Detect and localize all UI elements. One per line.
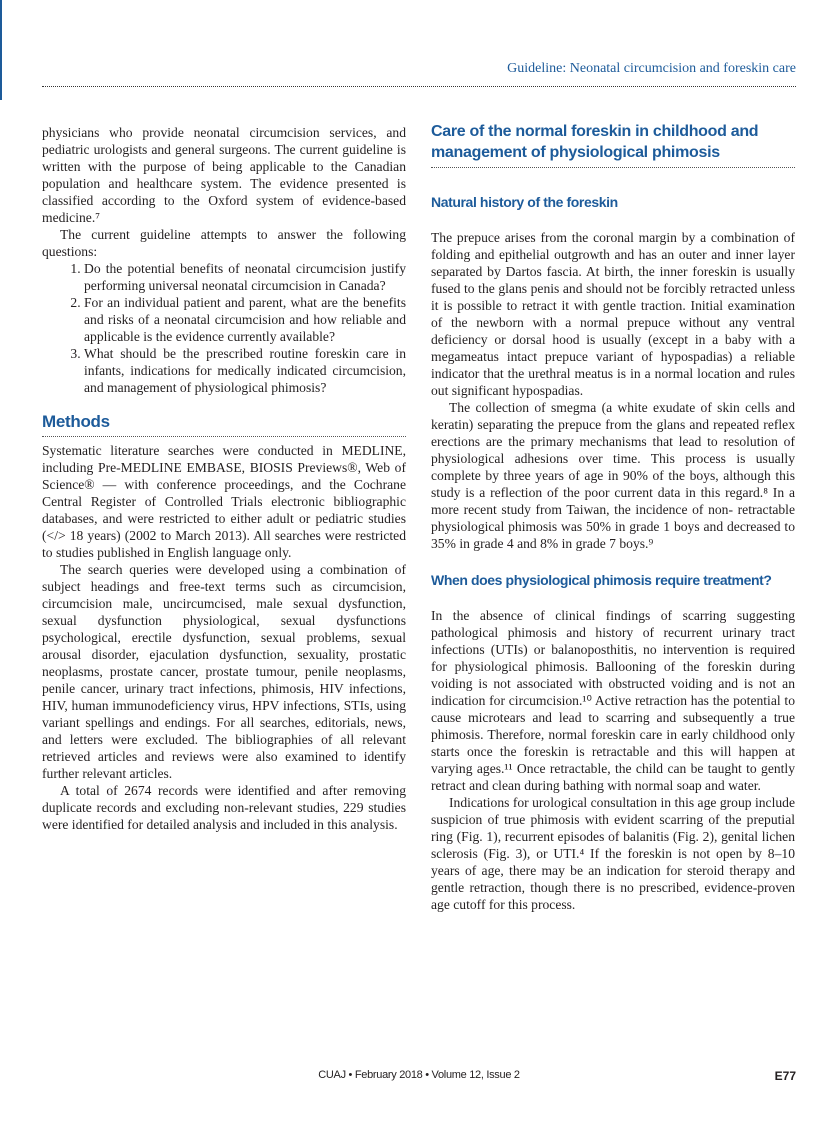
list-item: 1. Do the potential benefits of neonatal circumcision justify performing universal neonatal circumcision in Canada? [84,260,406,294]
methods-paragraph: The search queries were developed using a combination of subject headings and free-text terms such as circumcision, circumcision male, uncircumcised, male sexual dysfunction, sexual dysfunction physiological, sexual dysfunctions psychological, erectile dysfunction, sexual problems, sexual arousal disorder, ejaculation dysfunction, sexuality, prostatic neoplasms, prostate cancer, prostate tumour, penile neoplasms, penile cancer, urinary tract infections, phimosis, HIV infections, HIV, human immunodeficiency virus, HPV infections, STIs, using variant spellings and endings. For all searches, editorials, news, and letters were excluded. The bibliographies of all relevant retrieved articles and reviews were also examined to identify further relevant articles. [42,562,406,781]
list-item: 2. For an individual patient and parent, what are the benefits and risks of a neonatal circumcision and how reliable and applicable is the evidence currently available? [84,294,406,345]
page-edge-bar [0,0,2,100]
methods-paragraph: Systematic literature searches were conducted in MEDLINE, including Pre-MEDLINE EMBASE, BIOSIS Previews®, Web of Science® — with conference proceedings, and the Cochrane Central Register of Controlled Trials electronic bibliographic databases, and were restricted to either adult or pediatric studies (</> 18 years) (2002 to March 2013). All searches were restricted to studies published in English language only. [42,443,406,560]
header-divider [42,86,796,87]
body-paragraph: The collection of smegma (a white exudate of skin cells and keratin) separating the prepuce from the glans and repeated reflex erections are the primary mechanisms that lead to resolution of physiological adhesions over time. This process is usually complete by three years of age in 90% of the boys, although this study is a reflection of the poor current data in this regard.⁸ In a more recent study from Taiwan, the incidence of non- retractable physiological phimosis was 50% in grade 1 boys and decreased to 35% in grade 4 and 8% in grade 7 boys.⁹ [431,400,795,551]
running-head: Guideline: Neonatal circumcision and foreskin care [507,61,796,76]
right-column [431,124,795,913]
methods-heading: Methods [42,412,110,431]
subsection-heading: Natural history of the foreskin [431,194,618,210]
methods-paragraph: A total of 2674 records were identified and after removing duplicate records and excluding non-relevant studies, 229 studies were identified for detailed analysis and included in this analysis. [42,783,406,832]
subsection-heading: When does physiological phimosis require treatment? [431,572,772,588]
body-paragraph: Indications for urological consultation in this age group include suspicion of true phimosis with evident scarring of the preputial ring (Fig. 1), recurrent episodes of balanitis (Fig. 2), genital lichen sclerosis (Fig. 3), or UTI.⁴ If the foreskin is not open by 8–10 years of age, there may be an indication for steroid therapy and gentle retraction, though there is no prescribed, evidence-proven age cutoff for this process. [431,795,795,912]
section-divider [42,436,406,437]
intro-paragraph: physicians who provide neonatal circumcision services, and pediatric urologists and general surgeons. The current guideline is written with the purpose of being applicable to the Canadian population and healthcare system. The evidence presented is classified according to the Oxford system of evidence-based medicine.⁷ [42,125,406,225]
questions-intro: The current guideline attempts to answer the following questions: [42,227,406,259]
body-paragraph: In the absence of clinical findings of scarring suggesting pathological phimosis and history of recurrent urinary tract infections (UTIs) or balanoposthitis, no intervention is required for physiological phimosis. Ballooning of the foreskin during voiding is not associated with obstructed voiding and is not an indication for circumcision.¹⁰ Active retraction has the potential to cause microtears and lead to scarring and subsequently a true phimosis. Therefore, normal foreskin care in early childhood only starts once the foreskin is retractable and this will happen at varying ages.¹¹ Once retractable, the child can be taught to gently retract and clean during bathing with normal soap and water. [431,608,795,793]
section-divider [431,167,795,168]
journal-citation: CUAJ • February 2018 • Volume 12, Issue 2 [318,1069,520,1081]
body-paragraph: The prepuce arises from the coronal margin by a combination of folding and epithelial outgrowth and has an outer and inner layer separated by Dartos fascia. At birth, the inner foreskin is usually fused to the glans penis and should not be forcibly retracted unless it is possible to retract it with gentle traction. Initial examination of the newborn with a normal prepuce without any ventral deficiency or dorsal hood is usually (except in a baby with a megameatus intact prepuce variant of hypospadias) a reliable indicator that the urethral meatus is in a normal location and rules out significant hypospadias. [431,230,795,398]
questions-list [42,260,406,396]
page-number: E77 [774,1069,796,1083]
section-heading: Care of the normal foreskin in childhood and management of physiological phimosis [431,123,759,161]
left-column [42,124,406,833]
list-item: 3. What should be the prescribed routine foreskin care in infants, indications for medically indicated circumcision, and management of physiological phimosis? [84,345,406,396]
